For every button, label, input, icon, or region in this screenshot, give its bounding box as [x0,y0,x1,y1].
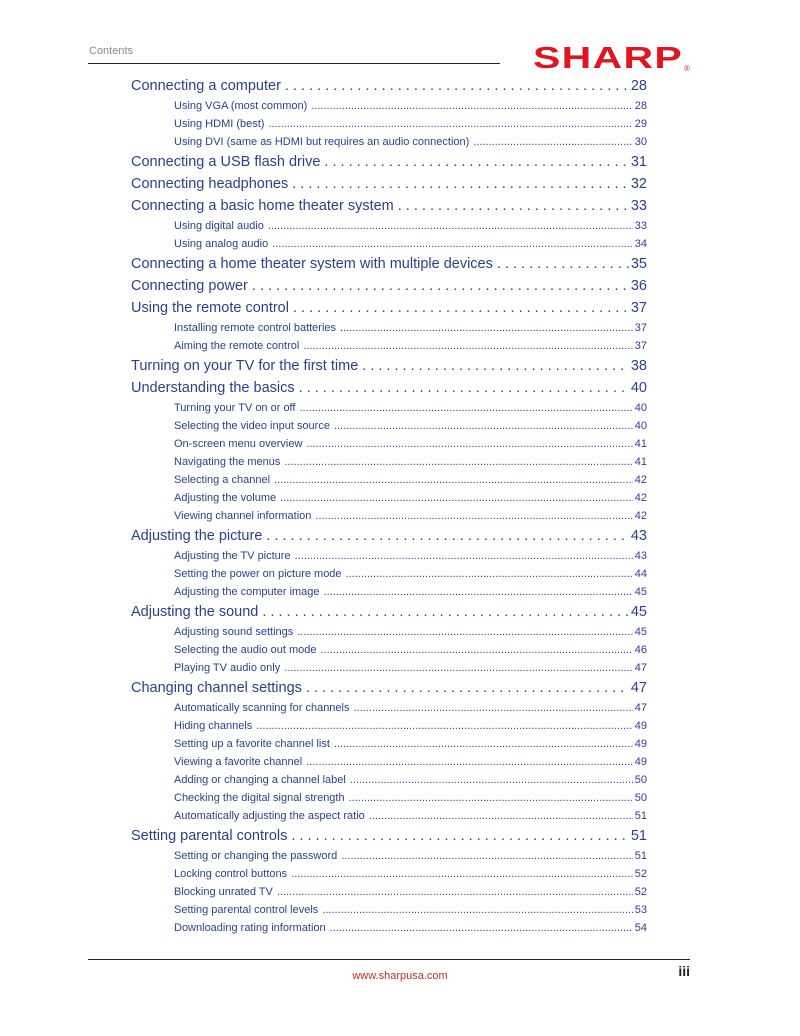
toc-dot-leader [252,275,629,297]
toc-chapter-entry[interactable] [131,601,647,623]
toc-entry-page: 47 [630,680,647,696]
footer-divider [88,959,690,960]
toc-entry-title: Using DVI (same as HDMI but requires an audio connection) [174,136,470,148]
toc-entry-title: On-screen menu overview [174,438,303,450]
toc-section-entry[interactable] [174,453,647,471]
toc-section-entry[interactable] [174,717,647,735]
toc-chapter-entry[interactable] [131,297,647,319]
toc-section-entry[interactable] [174,471,647,489]
toc-section-entry[interactable] [174,337,647,355]
toc-section-entry[interactable] [174,883,647,901]
toc-dot-leader [346,565,633,583]
toc-section-entry[interactable] [174,489,647,507]
toc-entry-page: 42 [634,474,647,486]
toc-section-entry[interactable] [174,235,647,253]
toc-entry-title: Installing remote control batteries [174,322,337,334]
toc-dot-leader [340,319,633,337]
toc-dot-leader [353,699,632,717]
toc-dot-leader [295,547,633,565]
toc-dot-leader [330,919,633,937]
toc-chapter-entry[interactable] [131,151,647,173]
toc-chapter-entry[interactable] [131,677,647,699]
toc-entry-page: 47 [634,662,647,674]
toc-entry-page: 43 [634,550,647,562]
toc-section-entry[interactable] [174,399,647,417]
toc-entry-title: Understanding the basics [131,380,295,396]
toc-dot-leader [284,453,632,471]
toc-entry-title: Adjusting the TV picture [174,550,291,562]
toc-section-entry[interactable] [174,753,647,771]
toc-entry-page: 47 [634,702,647,714]
toc-entry-title: Selecting a channel [174,474,271,486]
toc-dot-leader [272,235,633,253]
toc-entry-title: Connecting headphones [131,176,289,192]
toc-dot-leader [293,297,629,319]
toc-entry-page: 45 [630,604,647,620]
toc-dot-leader [291,865,633,883]
toc-entry-page: 33 [634,220,647,232]
toc-entry-page: 52 [634,868,647,880]
toc-section-entry[interactable] [174,623,647,641]
toc-section-entry[interactable] [174,97,647,115]
toc-chapter-entry[interactable] [131,355,647,377]
toc-entry-title: Setting parental control levels [174,904,319,916]
toc-section-entry[interactable] [174,565,647,583]
toc-section-entry[interactable] [174,807,647,825]
toc-dot-leader [256,717,632,735]
toc-entry-page: 37 [630,300,647,316]
toc-entry-page: 37 [634,322,647,334]
toc-dot-leader [291,825,628,847]
toc-entry-page: 40 [634,420,647,432]
toc-dot-leader [311,97,632,115]
toc-entry-title: Navigating the menus [174,456,281,468]
toc-dot-leader [292,173,629,195]
toc-entry-title: Adjusting the computer image [174,586,320,598]
toc-dot-leader [303,337,632,355]
toc-entry-title: Selecting the video input source [174,420,330,432]
toc-entry-page: 31 [630,154,647,170]
toc-entry-page: 38 [630,358,647,374]
toc-dot-leader [497,253,629,275]
toc-dot-leader [285,75,629,97]
toc-section-entry[interactable] [174,133,647,151]
header-divider [88,63,500,64]
toc-entry-page: 28 [630,78,647,94]
toc-entry-page: 54 [634,922,647,934]
toc-entry-page: 41 [634,456,647,468]
toc-section-entry[interactable] [174,217,647,235]
sharp-logo [533,40,693,74]
toc-section-entry[interactable] [174,699,647,717]
toc-chapter-entry[interactable] [131,253,647,275]
toc-entry-title: Connecting power [131,278,248,294]
toc-dot-leader [284,659,633,677]
toc-entry-title: Connecting a home theater system with multiple devices [131,256,493,272]
toc-dot-leader [277,883,633,901]
toc-chapter-entry[interactable] [131,825,647,847]
toc-chapter-entry[interactable] [131,275,647,297]
toc-entry-title: Viewing channel information [174,510,312,522]
toc-entry-title: Hiding channels [174,720,253,732]
toc-entry-title: Turning on your TV for the first time [131,358,359,374]
toc-dot-leader [321,641,633,659]
toc-dot-leader [274,471,633,489]
toc-dot-leader [362,355,629,377]
toc-dot-leader [266,525,628,547]
running-header: Contents [89,45,134,57]
toc-section-entry[interactable] [174,659,647,677]
toc-chapter-entry[interactable] [131,525,647,547]
toc-chapter-entry[interactable] [131,173,647,195]
toc-entry-page: 33 [630,198,647,214]
toc-entry-title: Downloading rating information [174,922,326,934]
toc-dot-leader [349,789,633,807]
toc-entry-page: 50 [634,774,647,786]
toc-dot-leader [324,151,628,173]
toc-entry-page: 43 [630,528,647,544]
toc-section-entry[interactable] [174,507,647,525]
toc-entry-title: Using digital audio [174,220,264,232]
toc-dot-leader [297,623,633,641]
toc-entry-title: Viewing a favorite channel [174,756,303,768]
toc-section-entry[interactable] [174,865,647,883]
toc-dot-leader [268,115,632,133]
sharp-logo-text: SHARP [533,40,683,74]
page-number: iii [678,963,690,979]
toc-entry-page: 32 [630,176,647,192]
toc-entry-page: 29 [634,118,647,130]
registered-mark: ® [684,64,690,73]
toc-entry-page: 49 [634,756,647,768]
toc-entry-page: 41 [634,438,647,450]
toc-dot-leader [398,195,629,217]
toc-section-entry[interactable] [174,115,647,133]
toc-section-entry[interactable] [174,547,647,565]
toc-entry-title: Adjusting the sound [131,604,259,620]
website-link[interactable]: www.sharpusa.com [352,970,448,982]
toc-entry-title: Setting parental controls [131,828,288,844]
toc-entry-page: 49 [634,738,647,750]
toc-dot-leader [334,735,633,753]
toc-dot-leader [473,133,632,151]
toc-entry-page: 30 [634,136,647,148]
toc-dot-leader [322,901,632,919]
toc-section-entry[interactable] [174,319,647,337]
toc-entry-title: Setting or changing the password [174,850,338,862]
toc-section-entry[interactable] [174,435,647,453]
toc-section-entry[interactable] [174,901,647,919]
toc-dot-leader [306,435,632,453]
toc-entry-title: Setting up a favorite channel list [174,738,330,750]
toc-dot-leader [334,417,633,435]
toc-entry-title: Selecting the audio out mode [174,644,317,656]
toc-entry-page: 51 [634,850,647,862]
table-of-contents [131,75,647,937]
toc-dot-leader [299,399,632,417]
toc-dot-leader [306,753,633,771]
toc-section-entry[interactable] [174,417,647,435]
toc-dot-leader [341,847,632,865]
toc-entry-page: 36 [630,278,647,294]
toc-section-entry[interactable] [174,771,647,789]
toc-dot-leader [280,489,633,507]
toc-chapter-entry[interactable] [131,75,647,97]
toc-entry-page: 28 [634,100,647,112]
toc-entry-title: Using analog audio [174,238,269,250]
toc-section-entry[interactable] [174,919,647,937]
toc-entry-title: Adjusting the volume [174,492,277,504]
toc-entry-title: Adjusting the picture [131,528,263,544]
toc-entry-title: Connecting a basic home theater system [131,198,394,214]
toc-entry-page: 44 [634,568,647,580]
toc-entry-title: Automatically adjusting the aspect ratio [174,810,365,822]
toc-dot-leader [268,217,633,235]
toc-dot-leader [306,677,629,699]
toc-entry-page: 42 [634,492,647,504]
toc-entry-page: 52 [634,886,647,898]
toc-chapter-entry[interactable] [131,377,647,399]
toc-entry-title: Aiming the remote control [174,340,300,352]
toc-entry-page: 34 [634,238,647,250]
toc-entry-page: 53 [634,904,647,916]
toc-section-entry[interactable] [174,735,647,753]
toc-entry-title: Setting the power on picture mode [174,568,342,580]
toc-section-entry[interactable] [174,641,647,659]
toc-entry-title: Blocking unrated TV [174,886,273,898]
toc-entry-title: Adjusting sound settings [174,626,294,638]
toc-dot-leader [350,771,633,789]
toc-dot-leader [369,807,633,825]
toc-dot-leader [324,583,633,601]
toc-entry-page: 45 [634,586,647,598]
toc-entry-page: 40 [630,380,647,396]
toc-entry-page: 50 [634,792,647,804]
toc-entry-page: 35 [630,256,647,272]
toc-entry-page: 49 [634,720,647,732]
toc-entry-title: Changing channel settings [131,680,302,696]
toc-entry-title: Using HDMI (best) [174,118,265,130]
toc-entry-page: 46 [634,644,647,656]
toc-entry-page: 45 [634,626,647,638]
toc-section-entry[interactable] [174,583,647,601]
toc-entry-title: Playing TV audio only [174,662,281,674]
toc-entry-page: 51 [634,810,647,822]
toc-entry-title: Automatically scanning for channels [174,702,350,714]
toc-entry-page: 40 [634,402,647,414]
toc-entry-page: 51 [630,828,647,844]
toc-entry-title: Using the remote control [131,300,289,316]
toc-entry-title: Turning your TV on or off [174,402,296,414]
toc-entry-title: Connecting a computer [131,78,281,94]
toc-section-entry[interactable] [174,847,647,865]
toc-entry-page: 37 [634,340,647,352]
toc-section-entry[interactable] [174,789,647,807]
toc-chapter-entry[interactable] [131,195,647,217]
toc-entry-title: Locking control buttons [174,868,288,880]
toc-entry-title: Checking the digital signal strength [174,792,345,804]
toc-entry-title: Adding or changing a channel label [174,774,346,786]
toc-dot-leader [299,377,629,399]
toc-entry-page: 42 [634,510,647,522]
toc-dot-leader [315,507,632,525]
toc-entry-title: Connecting a USB flash drive [131,154,321,170]
toc-entry-title: Using VGA (most common) [174,100,308,112]
toc-dot-leader [262,601,628,623]
